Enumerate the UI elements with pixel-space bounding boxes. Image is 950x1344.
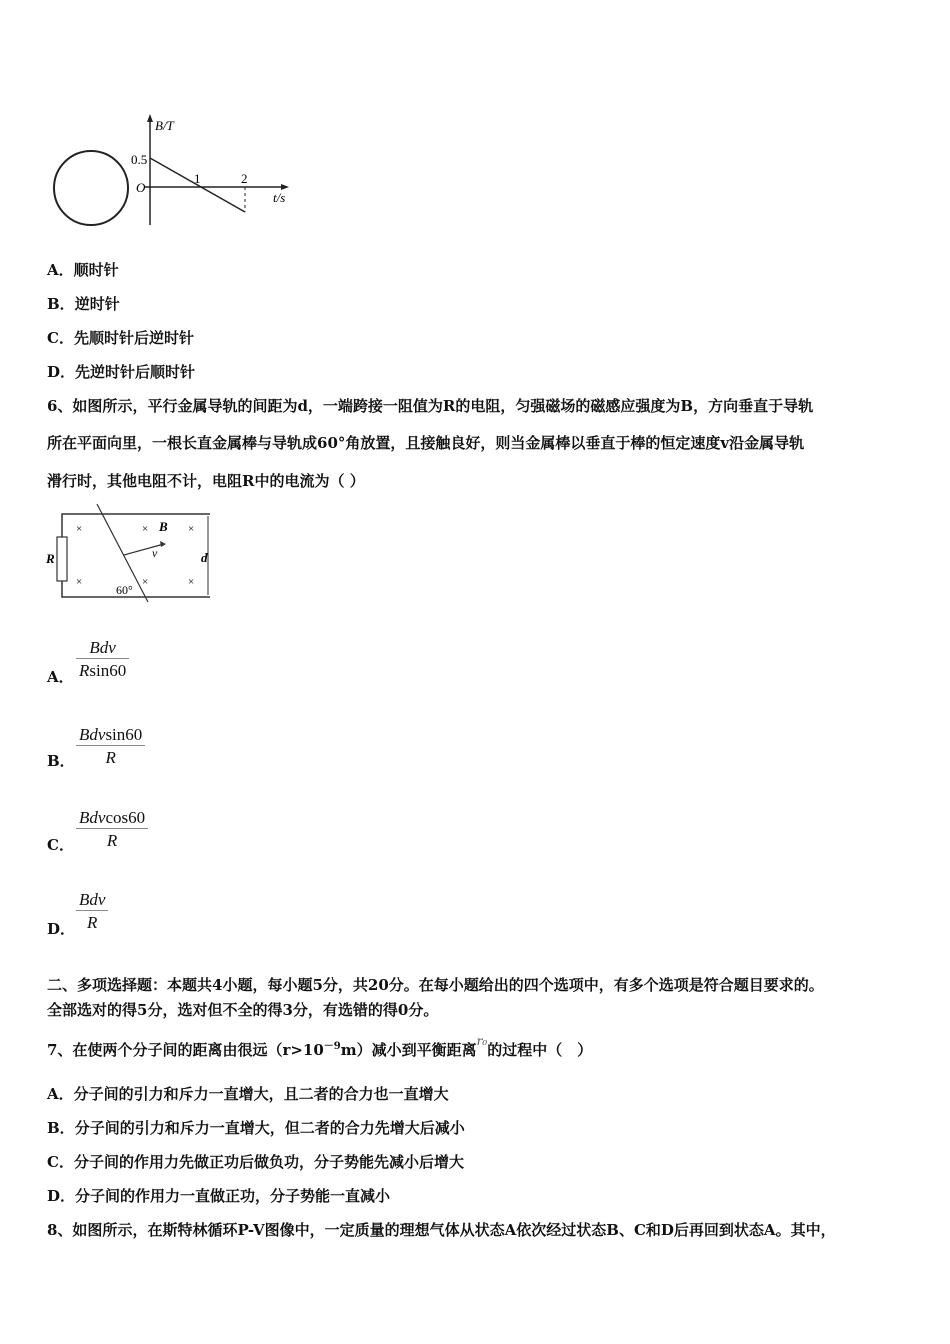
magnetic-field-graph-figure: [45, 110, 295, 235]
svg-text:×: ×: [142, 576, 149, 588]
q7-stem: 7、在使两个分子间的距离由很远$(r>10^{-9}m)$减小到平衡距离$^{r_0}$的过程中（ ）: [47, 1034, 593, 1059]
svg-text:×: ×: [76, 523, 83, 535]
q5-option-b: B．逆时针: [47, 295, 120, 313]
q7-option-b: B．分子间的引力和斥力一直增大，但二者的合力先增大后减小: [47, 1119, 465, 1137]
x-axis-label: t/s: [273, 190, 286, 205]
section2-line2: 全部选对的得5分，选对但不全的得3分，有选错的得0分。: [47, 1001, 439, 1019]
coil-circle: [54, 151, 128, 225]
label-angle: 60°: [116, 583, 133, 597]
q7-option-c: C．分子间的作用力先做正功后做负功，分子势能先减小后增大: [47, 1153, 464, 1171]
x-tick-2: 2: [241, 171, 248, 186]
q5-option-d: D．先逆时针后顺时针: [47, 363, 196, 381]
rail-circuit-figure: [42, 502, 217, 607]
q6-option-c-letter: C．: [47, 836, 74, 854]
label-r: R: [46, 551, 55, 566]
q6-option-b-fraction: Bdvsin60 R: [76, 725, 145, 768]
q5-option-c: C．先顺时针后逆时针: [47, 329, 194, 347]
q6-option-b-letter: B．: [47, 752, 75, 770]
svg-text:×: ×: [188, 523, 195, 535]
svg-text:×: ×: [76, 576, 83, 588]
q7-option-a: A．分子间的引力和斥力一直增大，且二者的合力也一直增大: [47, 1085, 449, 1103]
q8-line1: 8、如图所示，在斯特林循环P-V图像中，一定质量的理想气体从状态A依次经过状态B、C和D后再回到状态A。其中，: [47, 1221, 836, 1239]
q7-option-d: D．分子间的作用力一直做正功，分子势能一直减小: [47, 1187, 391, 1205]
y-tick: 0.5: [131, 152, 148, 167]
label-b: B: [159, 519, 168, 534]
q6-option-d-fraction: Bdv R: [76, 890, 108, 933]
q6-line3: 滑行时，其他电阻不计，电阻R中的电流为（ ）: [47, 472, 365, 490]
label-d: d: [201, 550, 208, 565]
y-axis-label: B/T: [155, 118, 174, 133]
svg-text:×: ×: [188, 576, 195, 588]
origin-label: O: [136, 180, 146, 195]
q5-option-a: A．顺时针: [47, 261, 119, 279]
x-tick-1: 1: [194, 171, 201, 186]
q6-option-d-letter: D．: [47, 920, 76, 938]
q6-option-a-fraction: Bdv Rsin60: [76, 638, 129, 681]
q6-option-a-letter: A．: [47, 668, 74, 686]
label-v: v: [152, 546, 158, 560]
q6-line2: 所在平面向里，一根长直金属棒与导轨成60°角放置，且接触良好，则当金属棒以垂直于棒的恒定速度v沿金属导轨: [47, 434, 805, 452]
svg-text:×: ×: [142, 523, 149, 535]
q6-line1: 6、如图所示，平行金属导轨的间距为d，一端跨接一阻值为R的电阻，匀强磁场的磁感应强度为B，方向垂直于导轨: [47, 397, 814, 415]
section2-line1: 二、多项选择题：本题共4小题，每小题5分，共20分。在每小题给出的四个选项中，有多个选项是符合题目要求的。: [47, 976, 824, 994]
q6-option-c-fraction: Bdvcos60 R: [76, 808, 148, 851]
